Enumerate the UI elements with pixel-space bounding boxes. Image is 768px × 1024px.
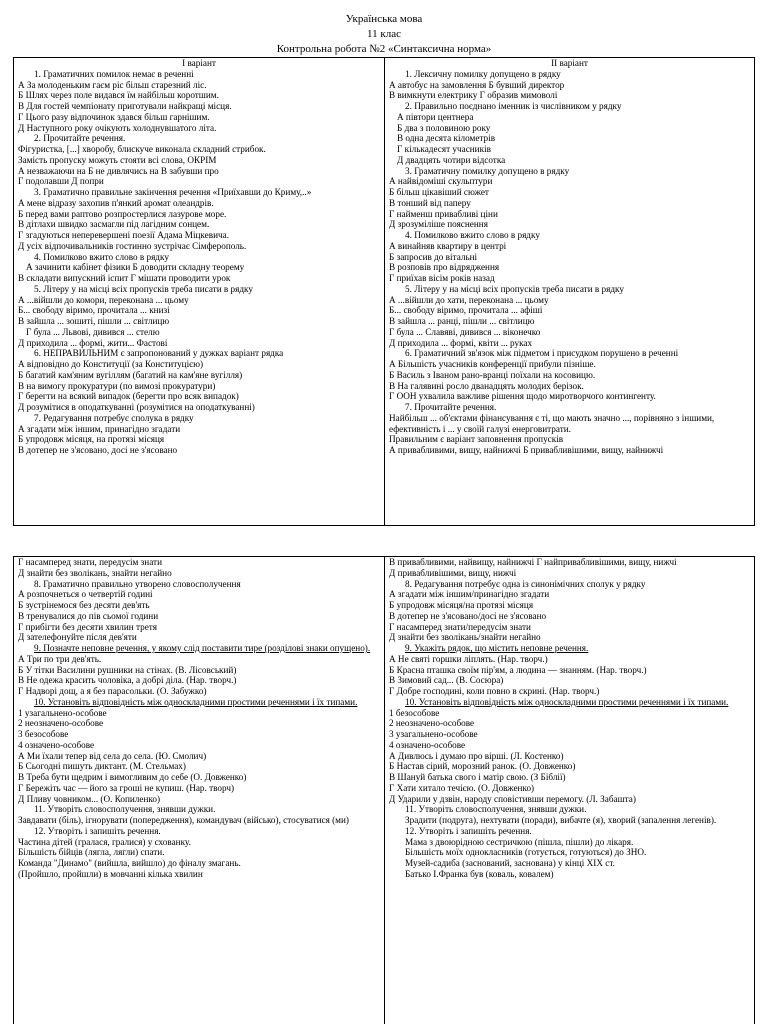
task-line: Б Василь з Іваном рано-вранці поїхали на косовицю. <box>389 369 596 380</box>
task-line: А автобус на замовлення Б бувший директор <box>389 79 565 90</box>
task-line: А згадати між іншим/принагідно згадати <box>389 589 550 600</box>
task-line: Б Настав сірий, морозний ранок. (О. Довженко) <box>389 761 576 772</box>
task-line: 4. Помилково вжито слово в рядку <box>405 230 540 240</box>
task-line: Б перед вами раптово розпростерлися лазурове море. <box>18 208 227 219</box>
task-line: В на вимогу прокуратури (по вимозі прокуратури) <box>18 380 216 391</box>
task-line: Д зателефонуйте після дев'яти <box>18 632 137 643</box>
task-line: Б упродовж місяця, на протязі місяця <box>18 434 165 445</box>
task-line: Б... свободу віримо, прочитала ... афіші <box>389 305 543 316</box>
task-line: В Шануй батька свого і матір свою. (З Біблії) <box>389 772 566 782</box>
task-line: Д зрозуміліше пояснення <box>389 219 488 230</box>
test-title: Контрольна робота №2 «Синтаксична норма» <box>276 43 492 55</box>
task-line: Д розумітися в оподаткуванні (розумітися на оподаткуванні) <box>18 402 255 412</box>
page-1-table <box>13 57 755 526</box>
subject-title: Українська мова <box>345 13 423 25</box>
task-line: 11. Утворіть словосполучення, знявши дужки. <box>34 804 216 815</box>
task-line: Фігуристка, [...] хворобу, блискуче виконала складний стрибок. <box>18 144 266 154</box>
task-line: 3 узагальнено-особове <box>389 729 478 739</box>
task-line: Д приходила ... формі, квіти ... руках <box>389 337 533 348</box>
variant-2-column <box>384 58 754 525</box>
task-line: А Не святі горшки ліплять. (Нар. творч.) <box>389 653 548 664</box>
task-line: В Зимовий сад... (В. Сосюра) <box>389 675 504 686</box>
task-line: В тонший від паперу <box>389 197 471 208</box>
task-line: Команда "Динамо" (вийшла, вийшло) до фіналу змагань. <box>18 858 241 868</box>
task-line: Г кількадесят учасників <box>397 144 491 154</box>
task-line: Г берегти на всякий випадок (берегти про всяк випадок) <box>18 391 239 402</box>
task-line: В На галявині росло дванадцять молодих берізок. <box>389 380 584 391</box>
task-line: Б два з половиною року <box>397 122 491 133</box>
task-line: 11. Утворіть словосполучення, знявши дужки. <box>405 804 587 815</box>
task-line: Г прибігти без десяти хвилин третя <box>18 621 157 632</box>
task-line: 9. Позначте неповне речення, у якому слід поставити тире (розділові знаки опущено). <box>34 643 371 653</box>
task-line: А півтори центнера <box>397 111 474 122</box>
task-line: II варіант <box>551 58 588 68</box>
task-line: 12. Утворіть і запишіть речення. <box>34 825 161 836</box>
task-line: А найвідоміші скульптури <box>389 176 493 187</box>
task-line: 9. Укажіть рядок, що містить неповне речення. <box>405 643 589 653</box>
task-line: Г ООН ухвалила важливе рішення щодо миротворчого контингенту. <box>389 391 656 402</box>
task-line: А зачинити кабінет фізики Б доводити складну теорему <box>26 262 245 273</box>
task-line: Д Пливу човником... (О. Копиленко) <box>18 793 161 804</box>
task-line: 7. Редагування потребує сполука в рядку <box>34 412 194 423</box>
task-line: 10. Установіть відповідність між односкладними простими реченнями і їх типами. <box>34 696 358 707</box>
task-line: Д привабливішими, вищу, нижчі <box>389 567 517 578</box>
task-line: Мама з двоюрідною сестричкою (пішла, пішли) до лікаря. <box>405 836 634 847</box>
task-line: Г насамперед знати, передусім знати <box>18 557 162 567</box>
task-line: А Ми їхали тепер від села до села. (Ю. Смолич) <box>18 750 207 761</box>
task-line: Д усіх відпочивальників гостинно зустрічає Сімферополь. <box>18 240 247 251</box>
task-line: Частина дітей (гралася, гралися) у схованку. <box>18 836 191 847</box>
task-line: А згадати між іншим, принагідно згадати <box>18 423 181 434</box>
task-line: 6. Граматичний зв'язок між підметом і присудком порушено в реченні <box>405 348 679 359</box>
task-line: А незважаючи на Б не дивлячись на В забувши про <box>18 165 219 176</box>
task-line: Б... свободу віримо, прочитала ... книзі <box>18 305 170 316</box>
task-line: 1. Лексичну помилку допущено в рядку <box>405 68 561 79</box>
task-line: А привабливими, вищу, найнижчі Б привабливішими, вищу, найнижчі <box>389 445 664 455</box>
task-line: Замість пропуску можуть стояти всі слова, ОКРІМ <box>18 154 217 165</box>
task-line: Правильним є варіант заповнення пропусків <box>389 434 564 445</box>
task-line: В Треба бути щедрим і вимогливим до себе (О. Довженко) <box>18 772 247 782</box>
variant-2-column-continued <box>384 557 754 1024</box>
task-line: В зайшла ... ранці, пішли ... світлицю <box>389 316 535 326</box>
task-line: 1. Граматичних помилок немає в реченні <box>34 68 194 79</box>
task-line: Батько І.Франка був (коваль, ковалем) <box>405 868 554 879</box>
task-line: В Не одежа красить чоловіка, а добрі діла. (Нар. творч.) <box>18 675 237 686</box>
task-line: В дотепер не з'ясовано, досі не з'ясовано <box>18 445 178 455</box>
task-line: Г Цього разу відпочинок здався більш гарнішим. <box>18 111 210 122</box>
task-line: Г була ... Львові, дивився ... стелю <box>26 326 160 337</box>
task-line: Г була ... Славяві, дивився ... віконечко <box>389 326 541 337</box>
task-line: Більшість моїх однокласників (готується, готуються) до ЗНО. <box>405 847 647 858</box>
task-line: В дотепер не з'ясовано/досі не з'ясовано <box>389 610 547 621</box>
task-line: 2. Прочитайте речення. <box>34 133 126 144</box>
task-line: В привабливими, найвищу, найнижчі Г найпривабливішими, вищу, нижчі <box>389 557 677 567</box>
task-line: В дітлахи швидко засмагли під лагідним сонцем. <box>18 219 210 230</box>
task-line: Д двадцять чотири відсотка <box>397 154 506 165</box>
task-line: Б багатий кам'яним вугіллям (багатий на кам'яне вугілля) <box>18 369 243 380</box>
task-line: Г згадуються неперевершені поезії Адама Міцкевича. <box>18 230 229 240</box>
task-line: Б запросив до вітальні <box>389 251 478 262</box>
task-line: В тренувалися до пів сьомої години <box>18 610 159 621</box>
task-line: 7. Прочитайте речення. <box>405 402 497 412</box>
task-line: Д Ударили у дзвін, народу сповістивши перемогу. (Л. Забашта) <box>389 793 636 804</box>
task-line: 3 безособове <box>18 729 69 739</box>
task-line: Д знайти без зволікань/знайти негайно <box>389 632 541 643</box>
task-line: Б Сьогодні пишуть диктант. (М. Стельмах) <box>18 761 186 772</box>
task-line: 2 неозначено-особове <box>389 718 475 729</box>
task-line: Г Бережіть час — його за гроші не купиш. (Нар. творч) <box>18 782 235 793</box>
task-line: Б Шлях через поле видався їм найбільш коротшим. <box>18 90 219 101</box>
task-line: Г насамперед знати/передусім знати <box>389 621 531 632</box>
variant-1-column-continued <box>14 557 384 1024</box>
task-line: А Три по три дев'ять. <box>18 653 102 664</box>
task-line: 2. Правильно поєднано іменник із числівником у рядку <box>405 101 622 111</box>
task-line: (Пройшло, пройшли) в мовчанні кілька хвилин <box>18 868 203 879</box>
task-line: Б У тітки Василини рушники на стінах. (В. Лісовський) <box>18 664 237 675</box>
task-line: В розповів про відрядження <box>389 262 500 273</box>
task-line: 1 узагальнено-особове <box>18 707 107 718</box>
task-line: А ...війшли до комори, переконана ... цьому <box>18 294 189 305</box>
task-line: Найбільш ... об'єктами фінансування є ті, що мають значно ..., порівняно з іншими, ефективність і ... у своїй галузі енерговитрати. <box>389 412 715 434</box>
task-line: 10. Установіть відповідність між односкладними простими реченнями і їх типами. <box>405 696 729 707</box>
task-line: А Дивлюсь і думаю про вірші. (Л. Костенко) <box>389 750 564 761</box>
task-line: А Більшість учасників конференції прибули пізніше. <box>389 359 596 369</box>
task-line: Музей-садиба (заснований, заснована) у кінці XIX ст. <box>405 858 615 868</box>
task-line: 4. Помилково вжито слово в рядку <box>34 251 169 262</box>
task-line: Д Наступного року очікують холоднувшатого літа. <box>18 122 217 133</box>
task-line: Більшість бійців (лягла, лягли) спати. <box>18 847 165 858</box>
task-line: А За молоденьким гаєм ріс більш старезний ліс. <box>18 79 207 90</box>
task-line: А відповідно до Конституції (за Конституцією) <box>18 359 204 369</box>
task-line: В вимкнути електрику Г образив мимоволі <box>389 90 558 101</box>
task-line: Д приходила ... формі, жити... Фастові <box>18 337 168 348</box>
task-line: Г Добре господині, коли повно в скрині. (Нар. творч.) <box>389 686 600 696</box>
task-line: 8. Граматично правильно утворено словосполучення <box>34 578 241 589</box>
task-line: Б зустрінемося без десяти дев'ять <box>18 600 150 610</box>
task-line: I варіант <box>182 58 216 68</box>
task-line: 8. Редагування потребує одна із синонімічних сполук у рядку <box>405 578 646 589</box>
task-line: Б Красна пташка своїм пір'ям, а людина — знанням. (Нар. творч.) <box>389 664 647 675</box>
task-line: Зрадити (подруга), нехтувати (поради), вибачте (я), хворий (запалення легенів). <box>405 815 717 825</box>
task-line: Завдавати (біль), ігнорувати (попередження), командувач (військо), стосуватися (ми) <box>18 815 349 825</box>
task-line: Г приїхав вісім років назад <box>389 273 495 283</box>
task-line: В одна десята кілометрів <box>397 133 496 144</box>
task-line: 3. Граматично правильне закінчення речення «Приїхавши до Криму,..» <box>34 187 312 197</box>
task-line: А ...війшли до хати, переконана ... цьому <box>389 294 549 305</box>
task-line: А мене відразу захопив п'янкий аромат олеандрів. <box>18 197 214 208</box>
task-line: А розпочнеться о четвертій годині <box>18 589 153 600</box>
task-line: 3. Граматичну помилку допущено в рядку <box>405 165 570 176</box>
page-header <box>0 12 768 57</box>
task-line: Г Хати хитало течією. (О. Довженко) <box>389 782 535 793</box>
task-line: 5. Літеру у на місці всіх пропусків треба писати в рядку <box>34 283 253 294</box>
task-line: В складати випускний іспит Г мішати проводити урок <box>18 273 231 283</box>
task-line: 12. Утворіть і запишіть речення. <box>405 825 532 836</box>
grade-label: 11 клас <box>367 28 401 40</box>
task-line: В Для гостей чемпіонату приготували найкращі місця. <box>18 101 232 111</box>
task-line: 2 неозначено-особове <box>18 718 104 729</box>
task-line: 1 безособове <box>389 707 440 718</box>
task-line: А винайняв квартиру в центрі <box>389 240 507 251</box>
task-line: Б більш цікавіший сюжет <box>389 187 489 197</box>
task-line: Б упродовж місяця/на протязі місяця <box>389 600 534 610</box>
task-line: 4 означено-особове <box>389 739 466 750</box>
task-line: Г подолавши Д попри <box>18 176 104 187</box>
task-line: В зайшла ... зошиті, пішли ... світлицю <box>18 316 170 326</box>
task-line: Г Надворі дощ, а я без парасольки. (О. Забужко) <box>18 686 207 696</box>
task-line: Г найменш привабливі ціни <box>389 208 498 219</box>
task-line: 5. Літеру у на місці всіх пропусків треба писати в рядку <box>405 283 624 294</box>
variant-1-column <box>14 58 384 525</box>
page-2-table <box>13 556 755 1024</box>
task-line: 4 означено-особове <box>18 739 95 750</box>
task-line: 6. НЕПРАВИЛЬНИМ є запропонований у дужках варіант рядка <box>34 348 284 359</box>
task-line: Д знайти без зволікань, знайти негайно <box>18 567 172 578</box>
